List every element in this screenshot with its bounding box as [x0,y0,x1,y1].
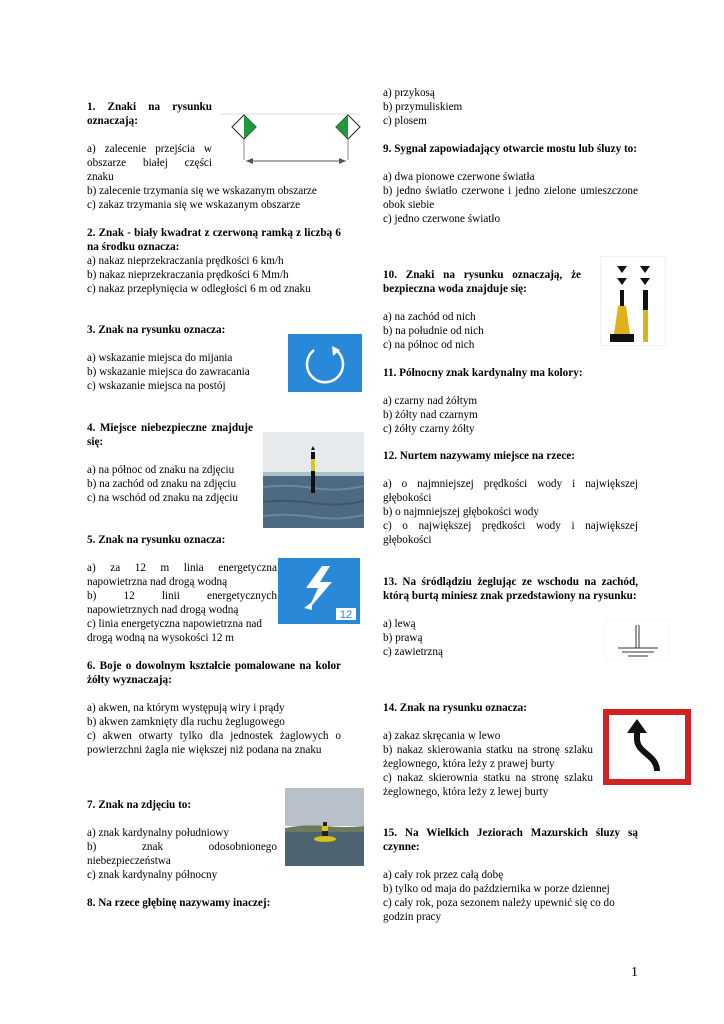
question-6-answer-c: c) akwen otwarty tylko dla jednostek żaglowych o powierzchni żagla nie większej niż podana na znaku [87,730,341,756]
question-10-answer-b: b) na południe od nich [383,325,484,337]
question-13-title: 13. Na śródlądziu żeglując ze wschodu na zachód, którą burtą miniesz znak przedstawiony na rysunku: [383,576,638,602]
question-7-answer-b: b) znak odosobnionego niebezpieczeństwa [87,841,277,867]
question-5-answer-c: c) linia energetyczna napowietrzna nad drogą wodną na wysokości 12 m [87,618,262,644]
q10-cardinal-marks [600,256,666,346]
question-13-answer-a: a) lewą [383,618,416,630]
question-4-answer-b: b) na zachód od znaku na zdjęciu [87,478,237,490]
question-3-answer-a: a) wskazanie miejsca do mijania [87,352,233,364]
question-9-answer-b: b) jedno światło czerwone i jedno zielone umieszczone obok siebie [383,185,638,211]
question-6-answer-a: a) akwen, na którym występują wiry i prądy [87,702,285,714]
question-11-answer-c: c) żółty czarny żółty [383,423,475,435]
question-2-answer-b: b) nakaz nieprzekraczania prędkości 6 Mm/h [87,269,289,281]
question-7 [87,798,277,882]
question-15-answer-c: c) cały rok, poza sezonem należy upewnić się co do godzin pracy [383,897,615,923]
question-10-answer-c: c) na północ od nich [383,339,475,351]
question-5-rest [87,617,277,645]
right-sign-icon [336,115,360,160]
question-15 [383,826,638,924]
question-8-title: 8. Na rzece głębinę nazywamy inaczej: [87,897,271,909]
question-14-answer-c: c) nakaz skierownia statku na stronę szlaku żeglownego, która leży z lewej burty [383,772,593,798]
question-12 [383,449,638,547]
question-15-answer-a: a) cały rok przez całą dobę [383,869,504,881]
question-9 [383,142,638,226]
question-5-answer-a: a) za 12 m linia energetyczna napowietrzna nad drogą wodną [87,562,277,588]
question-5-title: 5. Znak na rysunku oznacza: [87,534,226,546]
question-5-answer-b: b) 12 linii energetycznych napowietrznych nad drogą wodną [87,590,277,616]
question-13-answer-b: b) prawą [383,632,423,644]
question-14-answer-a: a) zakaz skręcania w lewo [383,730,501,742]
q4-buoy-photo [263,432,364,528]
question-7-title: 7. Znak na zdjęciu to: [87,799,192,811]
question-6-title: 6. Boje o dowolnym kształcie pomalowane na kolor żółty wyznaczają: [87,660,341,686]
question-1-answer-b: b) zalecenie trzymania się we wskazanym obszarze [87,185,317,197]
question-14 [383,701,638,715]
question-7-answer-c: c) znak kardynalny północny [87,869,218,881]
question-13-answer-c: c) zawietrzną [383,646,443,658]
question-8-answer-a: a) przykosą [383,87,435,99]
q14-direction-sign [603,709,691,785]
question-14-answers [383,729,593,799]
cardinal-buoy-icon [311,446,315,493]
question-12-answer-c: c) o największej prędkości wody i największej głębokości [383,520,638,546]
question-11 [383,366,638,436]
question-10-title: 10. Znaki na rysunku oznaczają, że bezpieczna woda znajduje się: [383,269,581,295]
question-14-title: 14. Znak na rysunku oznacza: [383,702,527,714]
question-1-answer-a: a) zalecenie przejścia w obszarze białej części znaku [87,143,212,183]
question-4-answer-a: a) na północ od znaku na zdjęciu [87,464,235,476]
beacon-right-icon [643,290,648,342]
question-2 [87,226,341,296]
question-1-rest [87,184,347,212]
q7-buoy-photo [285,788,364,866]
q3-turning-sign [288,334,362,392]
question-12-title: 12. Nurtem nazywamy miejsce na rzece: [383,450,575,462]
question-8-answer-b: b) przymuliskiem [383,101,463,113]
question-8-answers [383,86,638,128]
question-4 [87,421,253,505]
question-15-answer-b: b) tylko od maja do października w porze dziennej [383,883,610,895]
left-sign-icon [232,115,256,160]
page-number: 1 [631,965,638,980]
question-15-title: 15. Na Wielkich Jeziorach Mazurskich śluzy są czynne: [383,827,638,853]
question-3-answer-b: b) wskazanie miejsca do zawracania [87,366,250,378]
question-11-answer-a: a) czarny nad żółtym [383,395,478,407]
question-3-title: 3. Znak na rysunku oznacza: [87,324,226,336]
question-5 [87,533,277,617]
question-11-title: 11. Północny znak kardynalny ma kolory: [383,367,583,379]
question-9-answer-a: a) dwa pionowe czerwone światła [383,171,535,183]
question-14-answer-b: b) nakaz skierowania statku na stronę szlaku żeglownego, która leży z prawej burty [383,744,593,770]
question-8-answer-c: c) plosem [383,115,427,127]
q1-signs-figure [220,112,370,172]
question-12-answer-b: b) o najmniejszej głębokości wody [383,506,539,518]
q5-power-line-sign [278,558,360,624]
question-4-title: 4. Miejsce niebezpieczne znajduje się: [87,422,253,448]
question-13 [383,575,638,659]
question-1-title: 1. Znaki na rysunku oznaczają: [87,101,212,127]
question-2-title: 2. Znak - biały kwadrat z czerwoną ramką z liczbą 6 na środku oznacza: [87,227,341,253]
question-7-answer-a: a) znak kardynalny południowy [87,827,229,839]
double-arrow-icon [246,158,346,164]
question-4-answer-c: c) na wschód od znaku na zdjęciu [87,492,238,504]
question-6-answer-b: b) akwen zamknięty dla ruchu żeglugowego [87,716,285,728]
question-6 [87,659,341,757]
question-9-title: 9. Sygnał zapowiadający otwarcie mostu lub śluzy to: [383,143,638,155]
question-10 [383,268,581,352]
q13-mark-symbol [604,620,670,660]
question-1 [87,100,212,184]
question-9-answer-c: c) jedno czerwone światło [383,213,501,225]
question-8 [87,896,341,910]
question-1-answer-c: c) zakaz trzymania się we wskazanym obszarze [87,199,301,211]
question-10-answer-a: a) na zachód od nich [383,311,476,323]
question-3 [87,323,277,393]
question-2-answer-c: c) nakaz przepłynięcia w odległości 6 m od znaku [87,283,311,295]
question-2-answer-a: a) nakaz nieprzekraczania prędkości 6 km/h [87,255,284,267]
question-12-answer-a: a) o najmniejszej prędkości wody i największej głębokości [383,478,638,504]
q5-sign-number: 12 [339,609,353,621]
question-3-answer-c: c) wskazanie miejsca na postój [87,380,226,392]
question-11-answer-b: b) żółty nad czarnym [383,409,478,421]
